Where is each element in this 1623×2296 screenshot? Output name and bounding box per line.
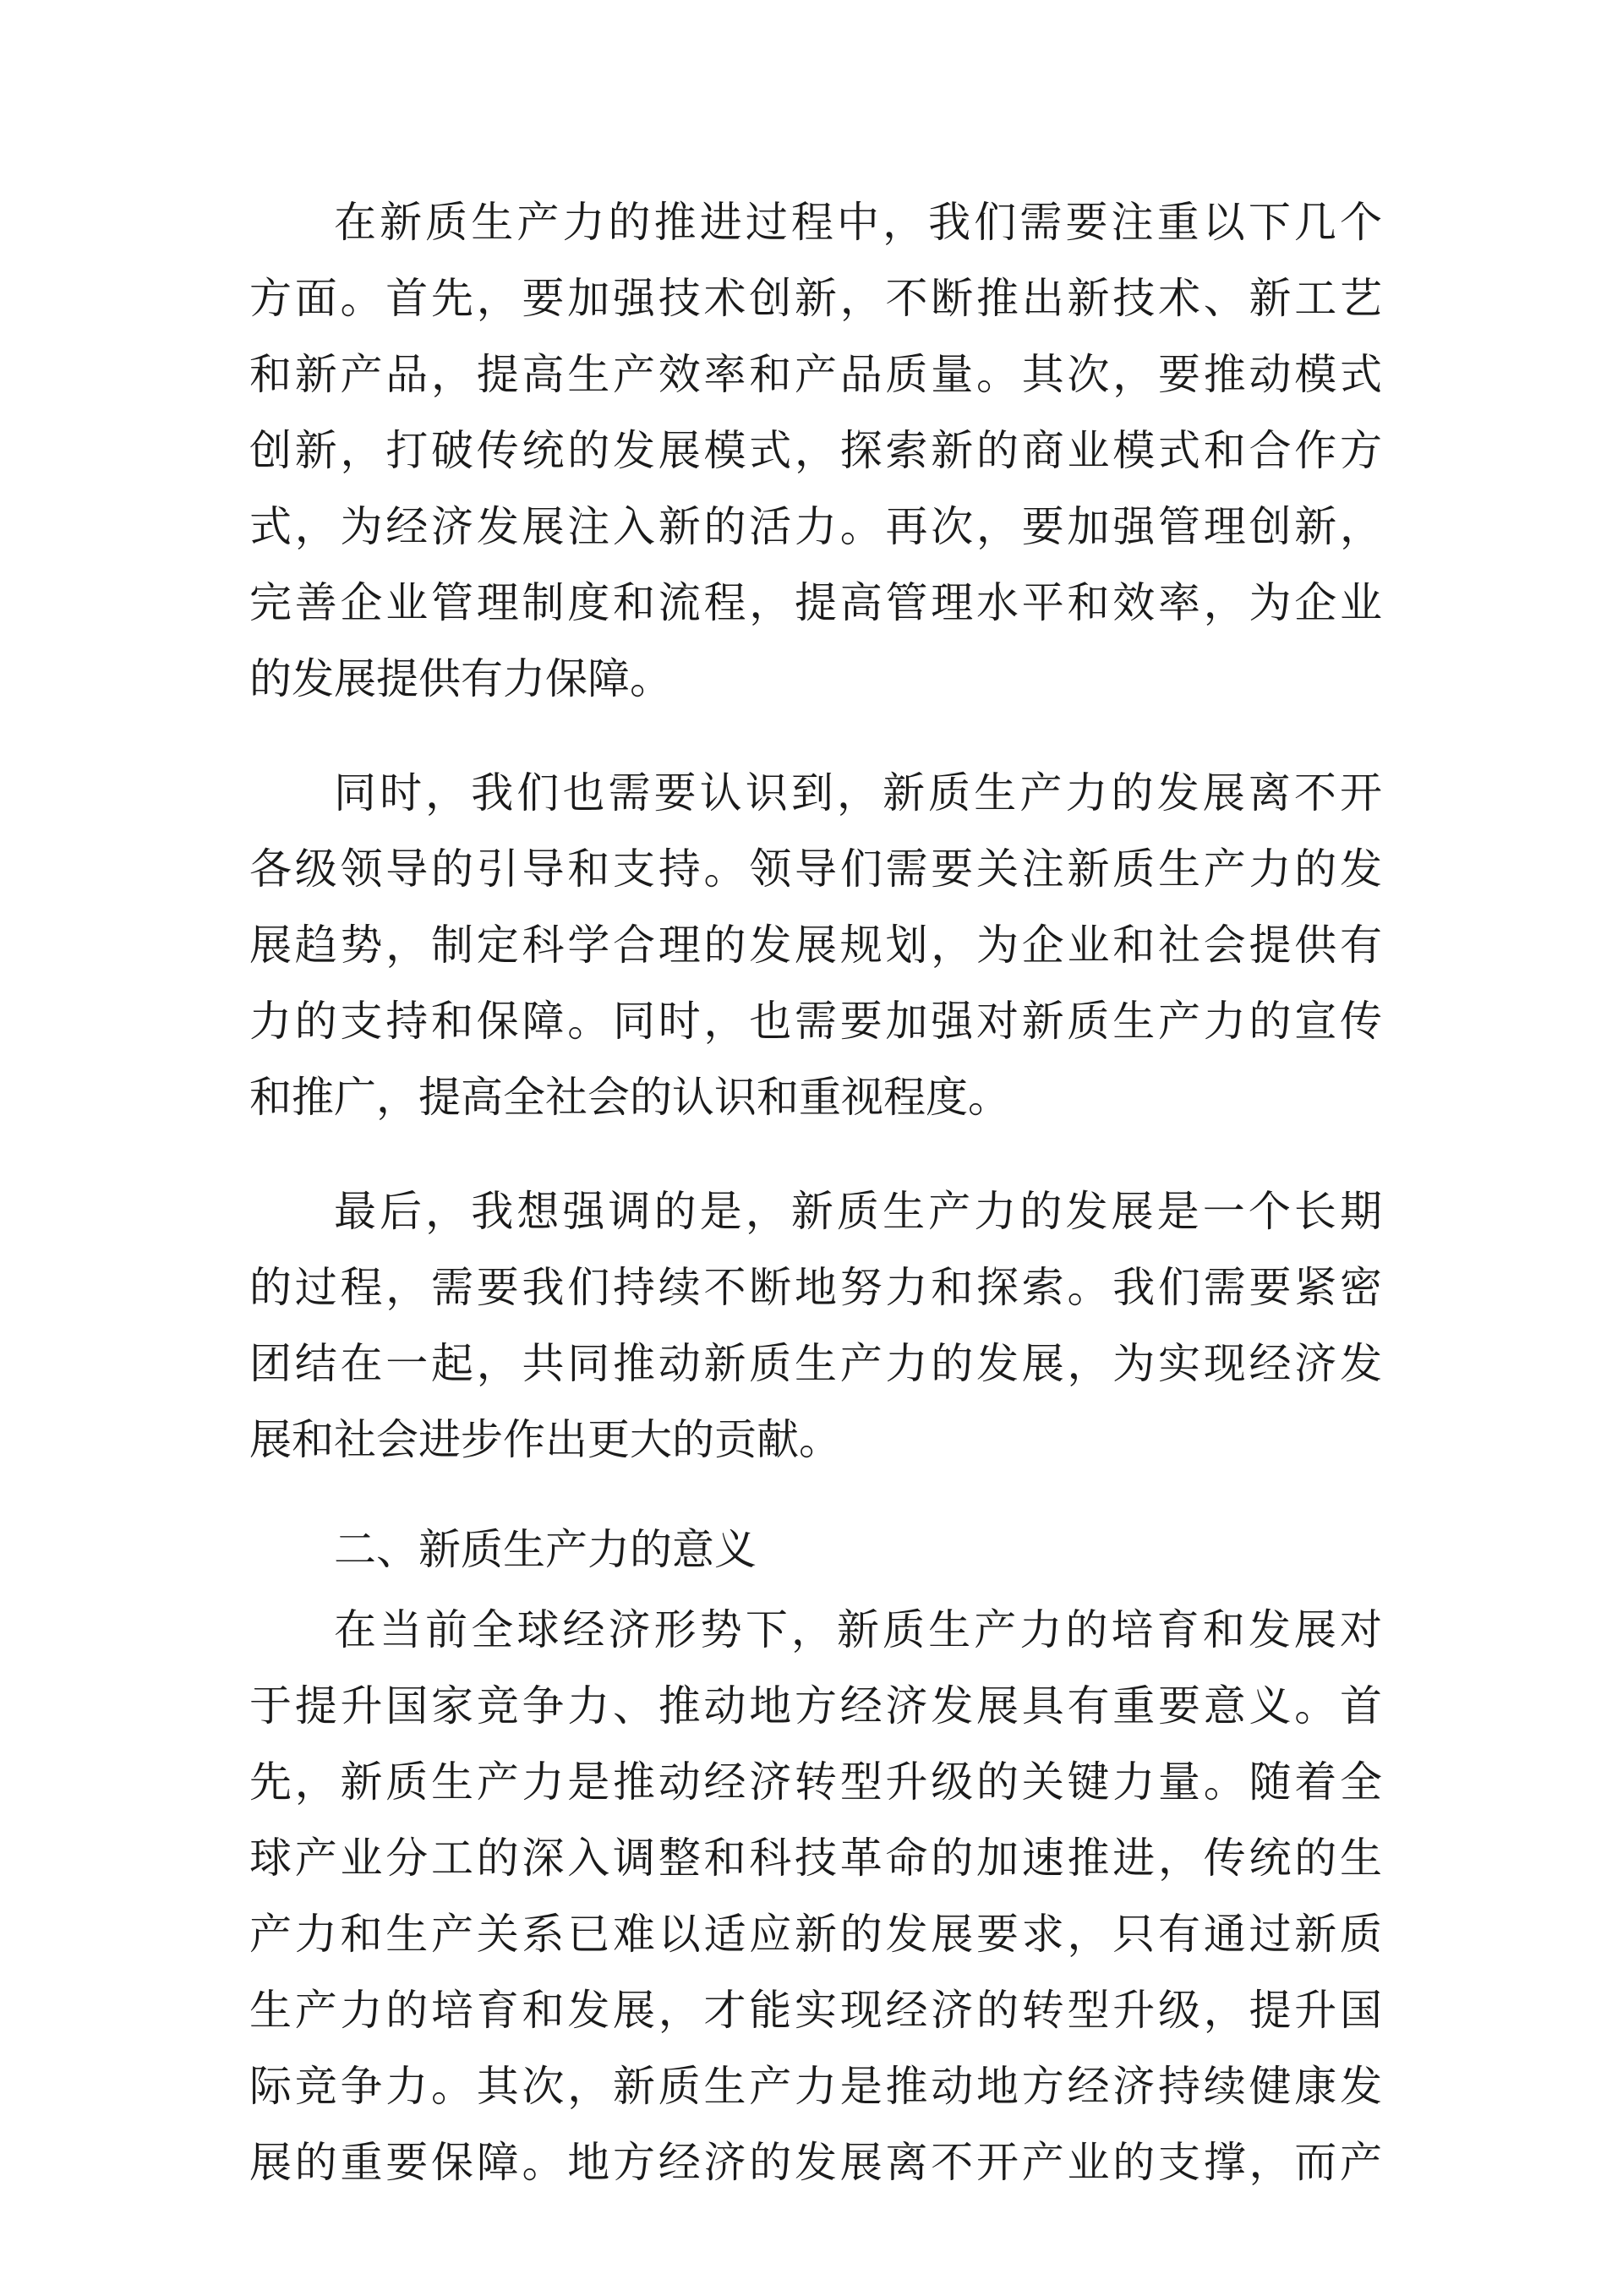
text-line: 在当前全球经济形势下，新质生产力的培育和发展对 xyxy=(334,1605,1382,1654)
text-line: 和新产品，提高生产效率和产品质量。其次，要推动模式 xyxy=(249,350,1382,399)
text-line: 际竞争力。其次，新质生产力是推动地方经济持续健康发 xyxy=(249,2062,1382,2111)
text-line: 完善企业管理制度和流程，提高管理水平和效率，为企业 xyxy=(249,578,1382,627)
text-line: 创新，打破传统的发展模式，探索新的商业模式和合作方 xyxy=(249,426,1382,475)
text-line: 生产力的培育和发展，才能实现经济的转型升级，提升国 xyxy=(249,1986,1382,2035)
text-line: 力的支持和保障。同时，也需要加强对新质生产力的宣传 xyxy=(249,997,1382,1046)
text-line: 于提升国家竞争力、推动地方经济发展具有重要意义。首 xyxy=(249,1681,1382,1730)
text-line: 产力和生产关系已难以适应新的发展要求，只有通过新质 xyxy=(249,1910,1382,1959)
text-line: 球产业分工的深入调整和科技革命的加速推进，传统的生 xyxy=(249,1834,1382,1883)
section-heading-text: 二、新质生产力的意义 xyxy=(334,1525,757,1574)
text-line: 团结在一起，共同推动新质生产力的发展，为实现经济发 xyxy=(249,1339,1382,1388)
text-line: 展趋势，制定科学合理的发展规划，为企业和社会提供有 xyxy=(249,921,1382,970)
text-line: 最后，我想强调的是，新质生产力的发展是一个长期 xyxy=(334,1187,1382,1236)
text-line: 的发展提供有力保障。 xyxy=(249,654,672,703)
text-line: 式，为经济发展注入新的活力。再次，要加强管理创新， xyxy=(249,502,1382,551)
text-line: 在新质生产力的推进过程中，我们需要注重以下几个 xyxy=(334,198,1382,247)
text-line: 同时，我们也需要认识到，新质生产力的发展离不开 xyxy=(334,768,1382,817)
text-line: 各级领导的引导和支持。领导们需要关注新质生产力的发 xyxy=(249,845,1382,894)
text-line: 方面。首先，要加强技术创新，不断推出新技术、新工艺 xyxy=(249,274,1382,323)
text-line: 展的重要保障。地方经济的发展离不开产业的支撑，而产 xyxy=(249,2138,1382,2187)
text-line: 展和社会进步作出更大的贡献。 xyxy=(249,1415,841,1464)
text-line: 和推广，提高全社会的认识和重视程度。 xyxy=(249,1073,1010,1122)
text-line: 先，新质生产力是推动经济转型升级的关键力量。随着全 xyxy=(249,1758,1382,1807)
text-line: 的过程，需要我们持续不断地努力和探索。我们需要紧密 xyxy=(249,1263,1382,1312)
